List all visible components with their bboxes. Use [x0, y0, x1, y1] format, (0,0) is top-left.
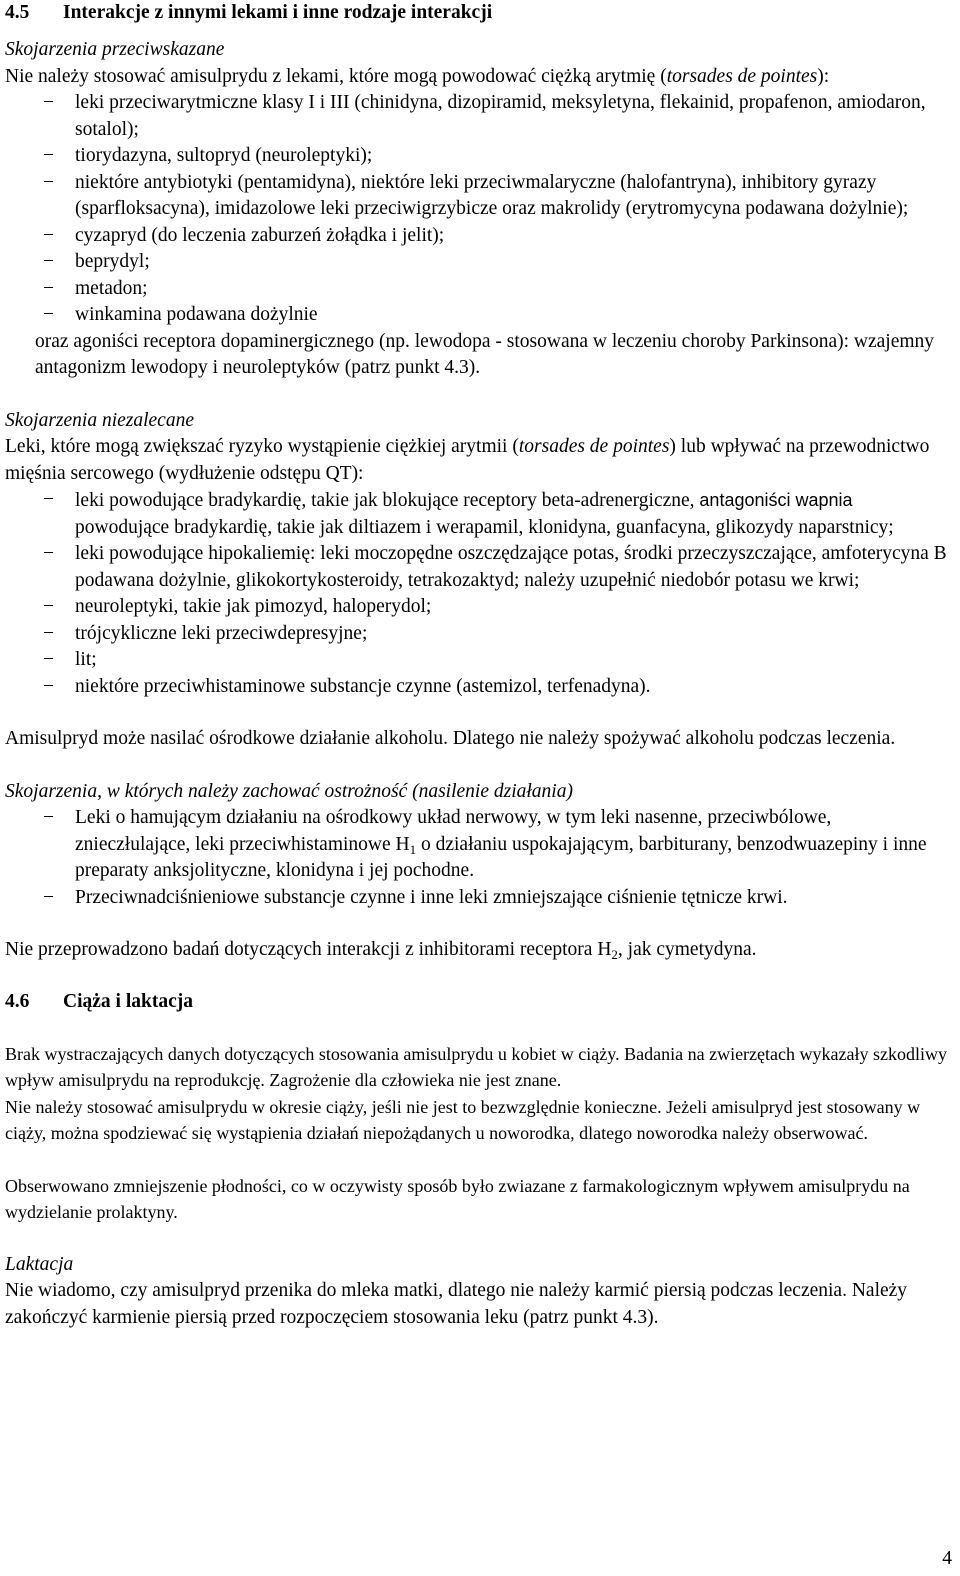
list-item: − cyzapryd (do leczenia zaburzeń żołądka i jelit); [5, 223, 950, 250]
list-item: − tiorydazyna, sultopryd (neuroleptyki); [5, 143, 950, 170]
not-recommended-intro: Leki, które mogą zwiększać ryzyko wystąpienie ciężkiej arytmii (torsades de pointes) lub wpływać na przewodnictwo mięśnia sercowego (wydłużenie odstępu QT): [5, 436, 930, 484]
list-item: − niektóre antybiotyki (pentamidyna), niektóre leki przeciwmalaryczne (halofantryna), inhibitory gyrazy (sparfloksacyna), imidazolowe leki przeciwigrzybicze oraz makrolidy (erytromycyna podawana dożylnie); [5, 170, 950, 223]
section-number: 4.6 [5, 990, 30, 1012]
contraindicated-heading: Skojarzenia przeciwskazane [5, 39, 225, 60]
page-number: 4 [942, 1548, 952, 1569]
section-4-5-heading [5, 0, 950, 26]
section-title: Interakcje z innymi lekami i inne rodzaje interakcji [63, 2, 493, 23]
contraindicated-list [5, 90, 950, 329]
list-item: − trójcykliczne leki przeciwdepresyjne; [5, 621, 950, 648]
list-item: − metadon; [5, 276, 950, 303]
fertility-paragraph: Obserwowano zmniejszenie płodności, co w oczywisty sposób było zwiazane z farmakologicznym wpływem amisulprydu na wydzielanie prolaktyny. [5, 1175, 910, 1222]
list-item: − niektóre przeciwhistaminowe substancje czynne (astemizol, terfenadyna). [5, 674, 950, 701]
contraindicated-intro: Nie należy stosować amisulprydu z lekami, które mogą powodować ciężką arytmię (torsades de pointes): [5, 65, 830, 87]
lactation-heading: Laktacja [5, 1253, 74, 1275]
list-item: − Przeciwnadciśnieniowe substancje czynne i inne leki zmniejszające ciśnienie tętnicze krwi. [5, 885, 950, 912]
pregnancy-paragraph-2: Nie należy stosować amisulprydu w okresie ciąży, jeśli nie jest to bezwzględnie konieczne. Jeżeli amisulpryd jest stosowany w ciąży, można spodziewać się wystąpienia działań niepożądanych u noworodka, dlatego noworodka należy obserwować. [5, 1096, 921, 1143]
list-item: − neuroleptyki, takie jak pimozyd, haloperydol; [5, 594, 950, 621]
not-recommended-list [5, 487, 950, 700]
list-item: − leki przeciwarytmiczne klasy I i III (chinidyna, dizopiramid, meksyletyna, flekainid, propafenon, amiodaron, sotalol); [5, 90, 950, 143]
lactation-paragraph: Nie wiadomo, czy amisulpryd przenika do mleka matki, dlatego nie należy karmić piersią podczas leczenia. Należy zakończyć karmienie piersią przed rozpoczęciem stosowania leku (patrz punkt 4.3). [5, 1280, 908, 1328]
section-4-6-heading [5, 989, 950, 1015]
alcohol-paragraph: Amisulpryd może nasilać ośrodkowe działanie alkoholu. Dlatego nie należy spożywać alkoholu podczas leczenia. [5, 728, 896, 749]
caution-list [5, 805, 950, 911]
list-item: − leki powodujące hipokaliemię: leki moczopędne oszczędzające potas, środki przeczyszczające, amfoterycyna B podawana dożylnie, glikokortykosteroidy, tetrakozaktyd; należy uzupełnić niedobór potasu we krwi; [5, 541, 950, 594]
section-title: Ciąża i laktacja [63, 990, 193, 1012]
pregnancy-paragraph-1: Brak wystraczających danych dotyczących stosowania amisulprydu u kobiet w ciąży. Badania na zwierzętach wykazały szkodliwy wpływ amisulprydu na reprodukcję. Zagrożenie dla człowieka nie jest znane. [5, 1043, 947, 1090]
document-page [5, 0, 950, 1331]
caution-heading: Skojarzenia, w których należy zachować ostrożność (nasilenie działania) [5, 780, 573, 802]
list-item: − Leki o hamującym działaniu na ośrodkowy układ nerwowy, w tym leki nasenne, przeciwbólowe, znieczłulające, leki przeciwhistaminowe $H_1$ o działaniu uspokajającym, barbiturany, benzodwuazepiny i inne preparaty anksjolityczne, klonidyna i jej pochodne. [5, 805, 950, 885]
section-number: 4.5 [5, 2, 30, 23]
not-recommended-heading: Skojarzenia niezalecane [5, 409, 194, 431]
list-item: − winkamina podawana dożylnie [5, 302, 950, 329]
list-item: − beprydyl; [5, 249, 950, 276]
contraindicated-tail: oraz agoniści receptora dopaminergicznego (np. lewodopa - stosowana w leczeniu choroby Parkinsona): wzajemny antagonizm lewodopy i neuroleptyków (patrz punkt 4.3). [35, 330, 935, 378]
list-item: − lit; [5, 647, 950, 674]
h2-antagonists-paragraph: Nie przeprowadzono badań dotyczących interakcji z inhibitorami receptora $H_2$, jak cymetydyna. [5, 939, 757, 962]
list-item: − leki powodujące bradykardię, takie jak blokujące receptory beta-adrenergiczne, antagoniści wapnia powodujące bradykardię, takie jak diltiazem i werapamil, klonidyna, guanfacyna, glikozydy naparstnicy; [5, 487, 950, 541]
